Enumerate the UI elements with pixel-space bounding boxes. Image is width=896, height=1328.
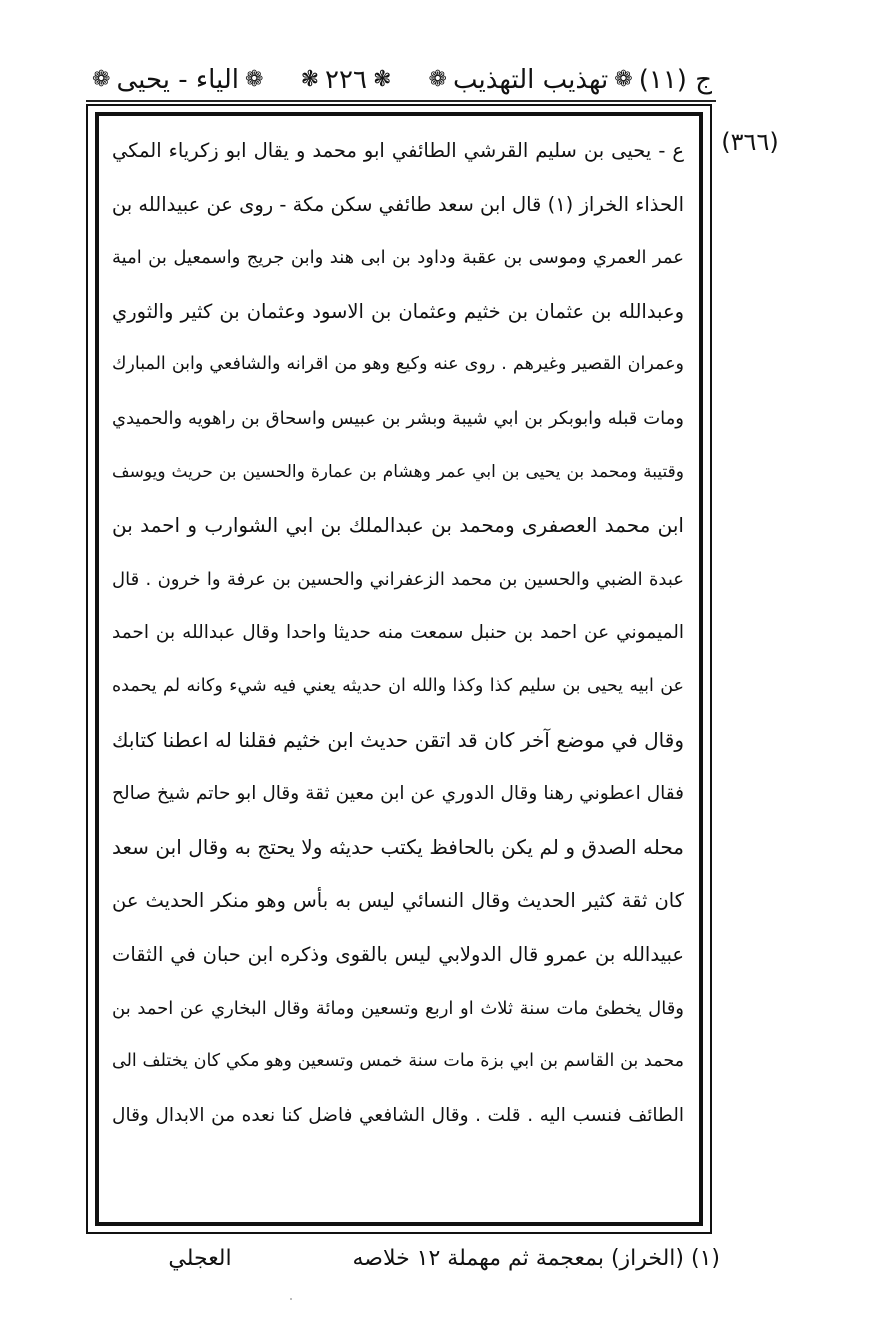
ornament-icon: ❁	[614, 67, 633, 92]
header-rule	[86, 100, 716, 102]
text-line: كان ثقة كثير الحديث وقال النسائي ليس به بأس وهو منكر الحديث عن	[112, 889, 684, 913]
volume-label: ج (١١)	[638, 65, 712, 95]
entry-body	[112, 124, 684, 1220]
ornament-icon: ❁	[245, 67, 264, 92]
ornament-icon: ❃	[372, 67, 392, 92]
ornament-icon: ❃	[300, 67, 320, 92]
text-line: عبدة الضبي والحسين بن محمد الزعفراني والحسين بن عرفة وا خرون . قال	[112, 568, 684, 590]
text-line: وعمران القصير وغيرهم . روى عنه وكيع وهو من اقرانه والشافعي وابن المبارك	[112, 354, 684, 375]
ornament-icon: ❁	[428, 67, 447, 92]
text-line: ع - يحيى بن سليم القرشي الطائفي ابو محمد و يقال ابو زكرياء المكي	[112, 139, 684, 162]
text-line: محمد بن القاسم بن ابي بزة مات سنة خمس وتسعين وهو مكي كان يختلف الى	[112, 1051, 684, 1072]
text-line: الميموني عن احمد بن حنبل سمعت منه حديثا واحدا وقال عبدالله بن احمد	[112, 622, 684, 644]
text-line: ابن محمد العصفرى ومحمد بن عبدالملك بن ابي الشوارب و احمد بن	[112, 513, 684, 538]
text-line: ومات قبله وابوبكر بن ابي شيبة وبشر بن عبيس واسحاق بن راهويه والحميدي	[112, 407, 684, 429]
catchword: العجلي	[168, 1246, 232, 1271]
paper-speck	[290, 1298, 292, 1300]
text-line: الحذاء الخراز (١) قال ابن سعد طائفي سكن مكة - روى عن عبيدالله بن	[112, 192, 684, 216]
header-section-group	[92, 65, 263, 95]
book-title: تهذيب التهذيب	[452, 65, 609, 95]
text-line: وعبدالله بن عثمان بن خثيم وعثمان بن الاسود وعثمان بن كثير والثوري	[112, 299, 684, 323]
text-line: وقتيبة ومحمد بن يحيى بن ابي عمر وهشام بن عمارة والحسين بن حريث ويوسف	[112, 461, 684, 482]
text-line: عبيدالله بن عمرو قال الدولابي ليس بالقوى وذكره ابن حبان في الثقات	[112, 942, 684, 966]
text-line: محله الصدق و لم يكن بالحافظ يكتب حديثه ولا يحتج به وقال ابن سعد	[112, 834, 684, 859]
text-line: عمر العمري وموسى بن عقبة وداود بن ابى هند وابن جريج واسمعيل بن امية	[112, 247, 684, 269]
text-line: عن ابيه يحيى بن سليم كذا وكذا والله ان حديثه يعني فيه شيء وكانه لم يحمده	[112, 675, 684, 696]
footnote: (١) (الخراز) بمعجمة ثم مهملة ١٢ خلاصه	[352, 1246, 720, 1271]
page-number: ٢٢٦	[325, 65, 367, 95]
ornament-icon: ❁	[92, 67, 111, 92]
text-line: وقال يخطئ مات سنة ثلاث او اربع وتسعين ومائة وقال البخاري عن احمد بن	[112, 997, 684, 1019]
text-line: وقال في موضع آخر كان قد اتقن حديث ابن خثيم فقلنا له اعطنا كتابك	[112, 727, 684, 752]
header-page-group	[301, 65, 392, 95]
running-header	[92, 58, 712, 102]
header-volume-group	[429, 65, 712, 95]
text-line: الطائف فنسب اليه . قلت . وقال الشافعي فاضل كنا نعده من الابدال وقال	[112, 1104, 684, 1126]
entry-number: (٣٦٦)	[721, 128, 779, 156]
text-line: فقال اعطوني رهنا وقال الدوري عن ابن معين ثقة وقال ابو حاتم شيخ صالح	[112, 783, 684, 805]
section-title: الياء - يحيى	[116, 65, 240, 95]
